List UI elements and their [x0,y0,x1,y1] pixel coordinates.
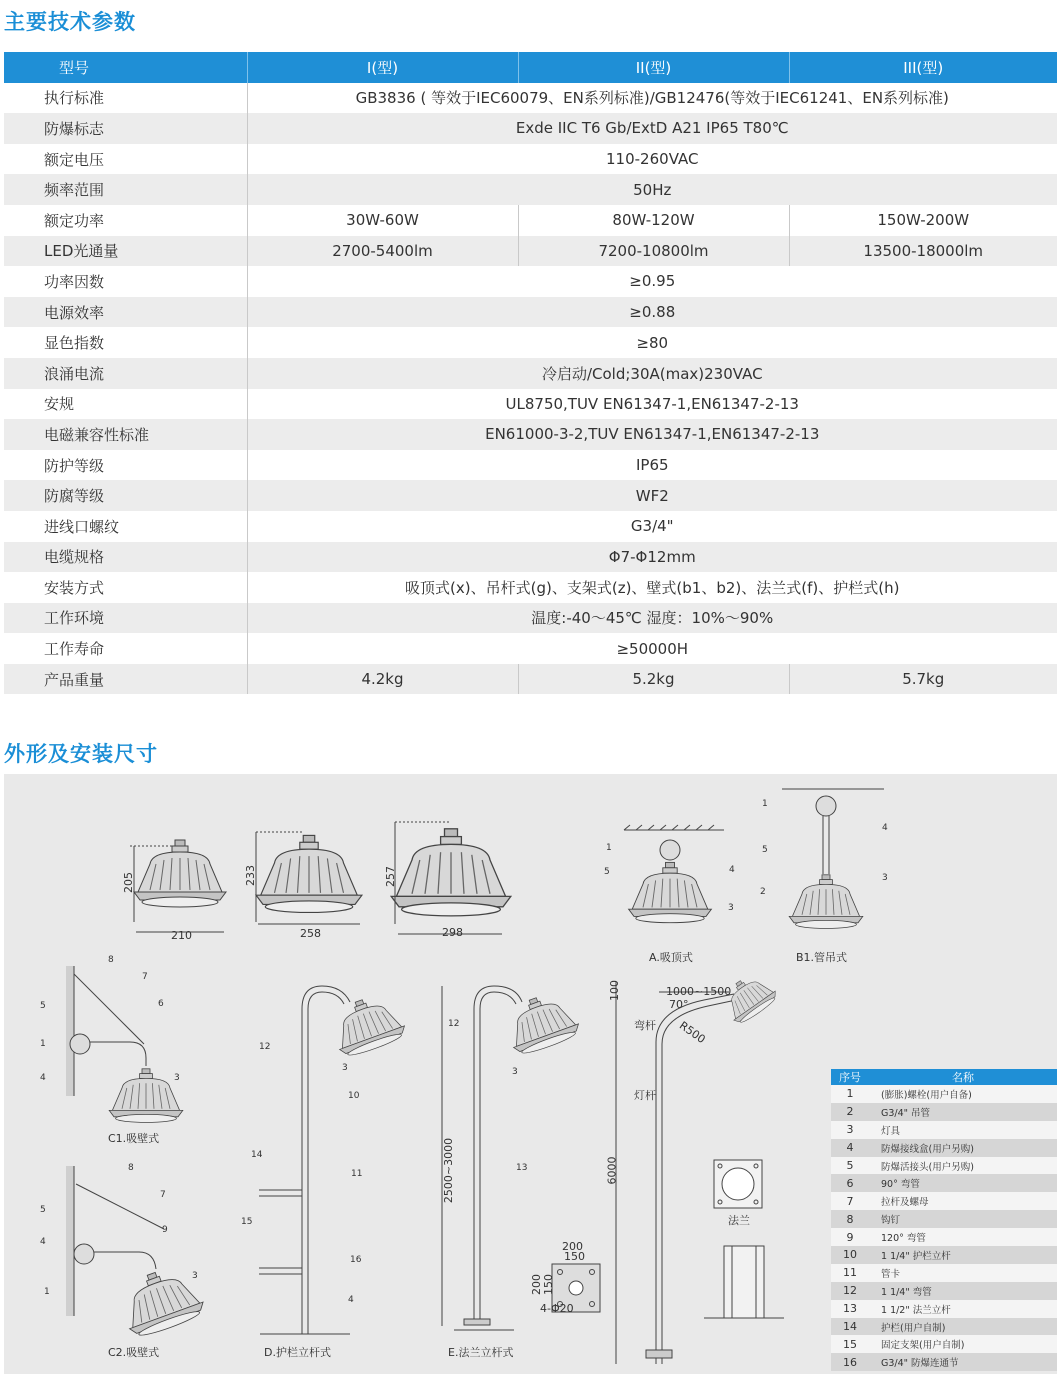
spec-row-value: 吸顶式(x)、吊杆式(g)、支架式(z)、壁式(b1、b2)、法兰式(f)、护栏式(h) [405,578,900,597]
spec-row-label: 安装方式 [4,572,247,603]
guardrail-pole-drawing [259,986,408,1334]
spec-row [4,389,1057,420]
spec-row-label: 电磁兼容性标准 [4,419,247,450]
parts-row [831,1353,1057,1371]
spec-table [4,52,1057,694]
parts-row [831,1210,1057,1228]
parts-row-name: G3/4" 吊管 [869,1103,1057,1121]
flange-holes-label: 4-Φ20 [540,1302,574,1315]
svg-text:5: 5 [604,867,610,877]
lamp-type-2-drawing [256,832,362,924]
spec-row-value: G3/4" [630,517,674,536]
lamp3-height-label: 257 [384,866,397,887]
spec-row [4,113,1057,144]
spec-row-value: ≥0.88 [247,297,1057,328]
flange-width-1: 200 [562,1240,583,1253]
pole-label: 灯杆 [634,1089,656,1102]
spec-row-value-type-3: 150W-200W [877,211,970,230]
spec-row-value: UL8750,TUV EN61347-1,EN61347-2-13 [505,394,799,413]
spec-row [4,633,1057,664]
spec-row-value-type-2: 5.2kg [518,664,789,695]
caption-pipe-pendant: B1.管吊式 [796,951,848,964]
caption-guardrail-pole: D.护栏立杆式 [264,1346,331,1359]
svg-text:8: 8 [108,955,114,965]
parts-row-name: 拉杆及螺母 [869,1192,1057,1210]
spec-row-label: 防爆标志 [4,113,247,144]
flange-height-1: 200 [530,1274,543,1295]
svg-text:1: 1 [606,843,612,853]
svg-text:9: 9 [162,1225,168,1235]
spec-row-label: LED光通量 [4,236,247,267]
parts-row-number: 4 [831,1139,869,1157]
spec-row-label: 电缆规格 [4,542,247,573]
caption-wall-mount-c1: C1.吸壁式 [108,1132,160,1145]
spec-row-label: 显色指数 [4,327,247,358]
parts-row [831,1157,1057,1175]
spec-row-label: 额定电压 [4,144,247,175]
parts-row-number: 9 [831,1228,869,1246]
spec-row-label: 执行标准 [4,83,247,114]
svg-text:5: 5 [40,1205,46,1215]
spec-row-label: 安规 [4,389,247,420]
wall-mount-c1-drawing [66,966,183,1122]
spec-row-value: ≥50000H [616,639,689,658]
spec-row-value: GB3836 ( 等效于IEC60079、EN系列标准)/GB12476(等效于IEC61241、EN系列标准) [355,89,949,108]
parts-row [831,1282,1057,1300]
parts-row [831,1121,1057,1139]
spec-row [4,266,1057,297]
svg-text:3: 3 [512,1067,518,1077]
street-arm-label: 1000~1500 [666,985,732,998]
street-angle-label: 70° [669,998,689,1011]
bracket-label: 弯杆 [634,1019,656,1032]
parts-row-name: 1 1/4" 弯管 [869,1282,1057,1300]
street-top-label: 100 [608,980,621,1001]
svg-text:8: 8 [128,1163,134,1173]
spec-row [4,480,1057,511]
parts-row-name: 90° 弯管 [869,1174,1057,1192]
spec-row-value: Φ7-Φ12mm [247,542,1057,573]
spec-row-value-type-2: 80W-120W [518,205,789,236]
spec-row-label: 工作寿命 [4,633,247,664]
parts-row-number: 15 [831,1335,869,1353]
spec-row-value: 冷启动/Cold;30A(max)230VAC [247,358,1057,389]
street-pole-height-label: 6000 [605,1156,619,1185]
caption-ceiling-mount: A.吸顶式 [649,951,693,964]
svg-text:4: 4 [348,1295,354,1305]
svg-text:6: 6 [158,999,164,1009]
parts-row-number: 16 [831,1353,869,1371]
installation-diagram [4,774,1057,1374]
parts-row [831,1139,1057,1157]
spec-row [4,358,1057,389]
spec-row [4,603,1057,634]
spec-row-label: 浪涌电流 [4,358,247,389]
spec-row [4,174,1057,205]
svg-text:15: 15 [241,1217,253,1227]
svg-text:3: 3 [728,903,734,913]
svg-text:1: 1 [762,799,768,809]
svg-text:4: 4 [40,1073,46,1083]
header-type-3: III(型) [789,52,1057,83]
svg-text:4: 4 [40,1237,46,1247]
lamp3-width-label: 298 [442,926,463,939]
spec-row-value-type-3: 5.7kg [789,664,1057,695]
spec-row-value: WF2 [247,480,1057,511]
parts-row-number: 7 [831,1192,869,1210]
spec-row-value: EN61000-3-2,TUV EN61347-1,EN61347-2-13 [247,419,1057,450]
parts-header-name: 名称 [869,1069,1057,1085]
svg-text:2: 2 [760,887,766,897]
svg-text:3: 3 [342,1063,348,1073]
spec-row-value: Exde IIC T6 Gb/ExtD A21 IP65 T80℃ [247,113,1057,144]
svg-text:7: 7 [160,1190,166,1200]
parts-row [831,1246,1057,1264]
svg-text:14: 14 [251,1150,263,1160]
svg-text:1: 1 [44,1287,50,1297]
parts-row-number: 12 [831,1282,869,1300]
street-radius-label: R500 [676,1018,708,1047]
svg-text:13: 13 [516,1163,528,1173]
parts-row [831,1335,1057,1353]
spec-row [4,205,1057,236]
parts-row [831,1085,1057,1103]
spec-row [4,297,1057,328]
header-type-1: I(型) [247,52,518,83]
spec-row [4,450,1057,481]
parts-row-number: 2 [831,1103,869,1121]
foundation-detail-drawing [704,1160,784,1318]
spec-row-label: 产品重量 [4,664,247,695]
spec-row-value: 110-260VAC [606,150,699,169]
spec-row-label: 防护等级 [4,450,247,481]
spec-row [4,144,1057,175]
header-model: 型号 [4,52,247,83]
caption-wall-mount-c2: C2.吸壁式 [108,1346,160,1359]
parts-row [831,1228,1057,1246]
svg-text:11: 11 [351,1169,363,1179]
lamp1-width-label: 210 [171,929,192,942]
parts-header-no: 序号 [831,1069,869,1085]
svg-text:4: 4 [882,823,888,833]
svg-text:5: 5 [762,845,768,855]
parts-row-number: 10 [831,1246,869,1264]
svg-text:7: 7 [142,972,148,982]
spec-row-value: 温度:-40～45℃ 湿度：10%～90% [247,603,1057,634]
spec-row-value-type-1: 30W-60W [247,205,518,236]
spec-row-value: IP65 [635,456,669,475]
spec-row-label: 工作环境 [4,603,247,634]
ceiling-mount-drawing [624,825,724,923]
spec-row-value-type-1: 4.2kg [247,664,518,695]
spec-row [4,664,1057,695]
spec-row-value: 50Hz [247,174,1057,205]
flange-width-2: 150 [564,1250,585,1263]
svg-text:3: 3 [192,1271,198,1281]
spec-row-label: 电源效率 [4,297,247,328]
parts-row-name: G3/4" 防爆连通节 [869,1353,1057,1371]
parts-row-name: 1 1/4" 护栏立杆 [869,1246,1057,1264]
spec-row-value-type-2: 7200-10800lm [518,236,789,267]
parts-row [831,1103,1057,1121]
lamp2-height-label: 233 [244,865,257,886]
parts-row-number: 5 [831,1157,869,1175]
parts-header-row [831,1069,1057,1085]
spec-row-value-type-1: 2700-5400lm [247,236,518,267]
spec-row-label: 功率因数 [4,266,247,297]
spec-row-label: 进线口螺纹 [4,511,247,542]
spec-row-value: ≥80 [636,333,669,352]
parts-row [831,1192,1057,1210]
spec-row [4,419,1057,450]
section-title-dimensions: 外形及安装尺寸 [4,742,158,766]
spec-row [4,236,1057,267]
parts-row-number: 6 [831,1174,869,1192]
svg-text:16: 16 [350,1255,362,1265]
svg-text:12: 12 [448,1019,460,1029]
caption-flange: 法兰 [728,1214,750,1227]
lamp2-width-label: 258 [300,927,321,940]
spec-row-label: 防腐等级 [4,480,247,511]
spec-row-label: 额定功率 [4,205,247,236]
caption-flange-pole: E.法兰立杆式 [448,1346,514,1359]
parts-row-name: 钩钉 [869,1210,1057,1228]
parts-row-number: 14 [831,1318,869,1336]
spec-row [4,83,1057,114]
spec-row-value: ≥0.95 [629,272,676,291]
parts-row-number: 11 [831,1264,869,1282]
parts-row-number: 13 [831,1300,869,1318]
parts-row-name: 管卡 [869,1264,1057,1282]
parts-row-number: 3 [831,1121,869,1139]
parts-row-number: 1 [831,1085,869,1103]
svg-text:4: 4 [729,865,735,875]
parts-table [831,1069,1057,1371]
section-title-specs: 主要技术参数 [4,10,136,34]
svg-text:3: 3 [882,873,888,883]
spec-row-value-type-3: 13500-18000lm [789,236,1057,267]
parts-row [831,1174,1057,1192]
lamp1-height-label: 205 [122,872,135,893]
parts-row-name: 防爆接线盒(用户另购) [869,1139,1057,1157]
parts-row-name: 1 1/2" 法兰立杆 [869,1300,1057,1318]
spec-row [4,511,1057,542]
spec-row [4,542,1057,573]
parts-row-name: 固定支架(用户自制) [869,1335,1057,1353]
parts-row [831,1300,1057,1318]
header-type-2: II(型) [518,52,789,83]
parts-row-name: (膨胀)螺栓(用户自备) [869,1085,1057,1103]
parts-row-name: 灯具 [869,1121,1057,1139]
parts-row-number: 8 [831,1210,869,1228]
svg-text:12: 12 [259,1042,271,1052]
svg-text:1: 1 [40,1039,46,1049]
pipe-pendant-drawing [782,789,884,928]
wall-mount-c2-drawing [66,1166,207,1341]
parts-row-name: 护栏(用户自制) [869,1318,1057,1336]
lamp-type-1-drawing [130,840,226,932]
parts-row-name: 防爆活接头(用户另购) [869,1157,1057,1175]
pole-height-label: 2500~3000 [442,1137,456,1204]
svg-text:10: 10 [348,1091,360,1101]
flange-height-2: 150 [542,1274,555,1295]
parts-row [831,1318,1057,1336]
spec-row [4,572,1057,603]
parts-row [831,1264,1057,1282]
spec-row-label: 频率范围 [4,174,247,205]
svg-text:3: 3 [174,1073,180,1083]
spec-header-row [4,52,1057,83]
spec-row [4,327,1057,358]
parts-row-name: 120° 弯管 [869,1228,1057,1246]
svg-text:5: 5 [40,1001,46,1011]
lamp-type-3-drawing [391,822,511,934]
